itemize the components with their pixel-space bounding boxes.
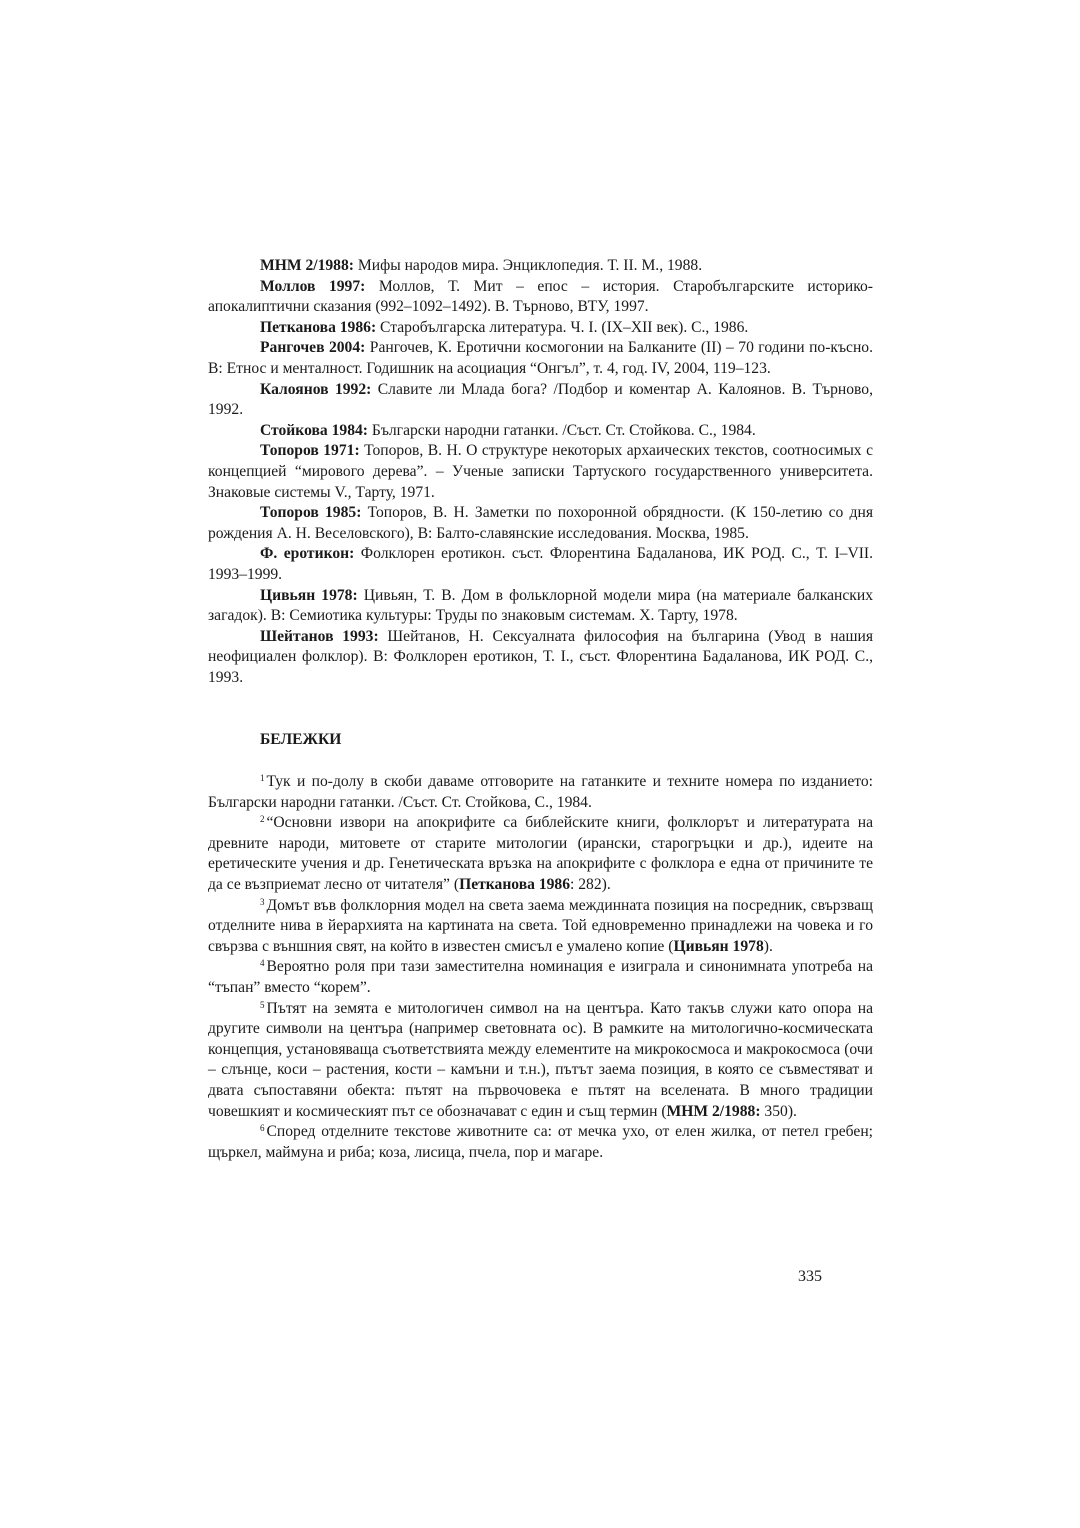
- bib-text: Мифы народов мира. Энциклопедия. Т. II. М., 1988.: [353, 257, 703, 274]
- bib-key: МНМ 2/1988:: [260, 257, 354, 274]
- bib-entry: [208, 256, 873, 277]
- bib-key: Цивьян 1978:: [260, 586, 358, 604]
- note-text: : 282).: [570, 876, 611, 894]
- bib-entry: [208, 627, 873, 689]
- bib-key: Моллов 1997:: [260, 277, 366, 295]
- note-text: Пътят на земята е митологичен символ на на центъра. Като такъв служи като опора на другите символи на центъра (например световната ос). В рамките на митологично-космическата концепция, установяваща съответствията между елементите на микрокосмоса и макрокосмоса (очи – слънце, коси – растения, кости – камъни и т.н.), пътът заема позиция, в която се съвместяват и двата съпоставяни обекта: пътят на първочовека е пътят на вселената. В много традиции човешкият и космическият път се обозначават с един и същ термин (: [208, 999, 873, 1120]
- page-body: [208, 256, 873, 1163]
- note-number: 6: [260, 1123, 265, 1134]
- note-text: Домът във фолклорния модел на света заема междинната позиция на посредник, свързващ отделните нива в йерархията на картината на света. Той едновременно принадлежи на човека и го свързва с външния свят, на който в известен смисъл е умалено копие (: [208, 896, 873, 955]
- bibliography: [208, 256, 873, 688]
- note-1: [208, 772, 873, 813]
- note-number: 4: [260, 958, 265, 969]
- note-6: [208, 1122, 873, 1163]
- bib-entry: [208, 338, 873, 379]
- bib-key: Шейтанов 1993:: [260, 627, 379, 645]
- note-5: [208, 999, 873, 1123]
- bib-text: Топоров, В. Н. О структуре некоторых архаических текстов, соотносимых с концепцией “мирового дерева”. – Ученые записки Тартуского государственного университета. Знаковые системы V., Тарту, 1971.: [208, 442, 873, 501]
- bib-entry: [208, 586, 873, 627]
- notes-list: [208, 772, 873, 1163]
- bib-text: Топоров, В. Н. Заметки по похоронной обрядности. (К 150-летию со дня рождения А. Н. Веселовского), В: Балто-славянские исследования. Москва, 1985.: [208, 504, 873, 542]
- note-text: Тук и по-долу в скоби даваме отговорите на гатанките и техните номера по изданието: Български народни гатанки. /Съст. Ст. Стойкова, С., 1984.: [208, 773, 873, 811]
- bib-text: Рангочев, К. Еротични космогонии на Балканите (II) – 70 години по-късно. В: Етнос и менталност. Годишник на асоциация “Онгъл”, т. 4, год. IV, 2004, 119–123.: [208, 339, 874, 377]
- bib-text: Шейтанов, Н. Сексуалната философия на българина (Увод в нашия неофициален фолклор). В: Фолклорен еротикон, Т. I., съст. Флорентина Бадаланова, ИК РОД. С., 1993.: [208, 627, 874, 686]
- note-number: 1: [260, 773, 265, 784]
- note-2: [208, 813, 873, 895]
- bib-entry: [208, 503, 873, 544]
- note-text: Вероятно роля при тази заместителна номинация е изиграла и синонимната употреба на “тъпан” вместо “корем”.: [208, 958, 873, 996]
- bib-text: Цивьян, Т. В. Дом в фольклорной модели мира (на материале балканских загадок). В: Семиотика культуры: Труды по знаковым системам. Х. Тарту, 1978.: [208, 586, 873, 625]
- note-text: Според отделните текстове животните са: от мечка ухо, от елен жилка, от петел гребен; щъркел, маймуна и риба; коза, лисица, пчела, пор и магаре.: [208, 1123, 873, 1161]
- bib-text: Славите ли Млада бога? /Подбор и коментар А. Калоянов. В. Търново, 1992.: [208, 380, 873, 419]
- note-number: 3: [260, 896, 265, 907]
- note-citation: Петканова 1986: [459, 876, 571, 894]
- bib-key: Ф. еротикон:: [260, 545, 355, 563]
- note-citation: Цивьян 1978: [673, 937, 764, 955]
- bib-entry: [208, 421, 873, 442]
- notes-heading: БЕЛЕЖКИ: [260, 731, 342, 749]
- bib-text: Фолклорен еротикон. съст. Флорентина Бадаланова, ИК РОД. С., Т. I–VII. 1993–1999.: [208, 545, 874, 583]
- note-number: 5: [260, 999, 265, 1010]
- bib-key: Рангочев 2004:: [260, 339, 366, 357]
- note-text: ).: [763, 937, 773, 955]
- note-citation: МНМ 2/1988:: [666, 1102, 761, 1120]
- bib-text: Моллов, Т. Мит – епос – история. Старобългарските историко-апокалиптични сказания (992–1092–1492). В. Търново, ВТУ, 1997.: [208, 277, 873, 316]
- bib-key: Стойкова 1984:: [260, 421, 368, 439]
- bib-key: Топоров 1971:: [260, 442, 360, 460]
- bib-text: Български народни гатанки. /Съст. Ст. Стойкова. С., 1984.: [367, 421, 756, 439]
- bib-text: Старобългарска литература. Ч. I. (IX–XII век). С., 1986.: [376, 318, 749, 336]
- bib-entry: [208, 277, 873, 318]
- note-4: [208, 957, 873, 998]
- bib-entry: [208, 380, 873, 421]
- note-number: 2: [260, 814, 265, 825]
- page-number: 335: [798, 1268, 822, 1285]
- note-3: [208, 896, 873, 958]
- bib-entry: [208, 544, 873, 585]
- note-text: 350).: [760, 1102, 797, 1120]
- bib-entry: [208, 441, 873, 503]
- note-text: “Основни извори на апокрифите са библейските книги, фолклорът и литературата на древните народи, митовете от старите митологии (ирански, старогръцки и др.), идеите на еретическите учения и др. Генетическата връзка на апокрифите с фолклора е една от причините те да се възприемат лесно от читателя” (: [208, 814, 873, 894]
- bib-key: Топоров 1985:: [260, 504, 362, 522]
- bib-key: Калоянов 1992:: [260, 380, 372, 398]
- bib-key: Петканова 1986:: [260, 318, 377, 336]
- bib-entry: [208, 318, 873, 339]
